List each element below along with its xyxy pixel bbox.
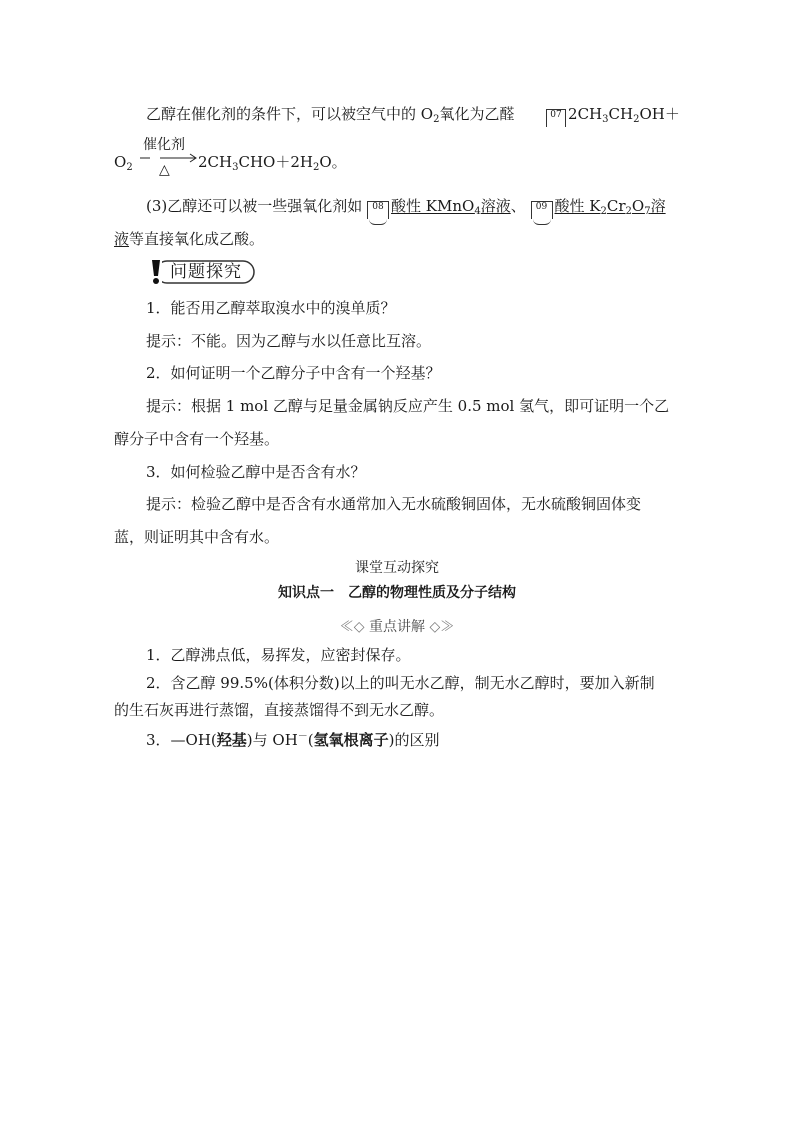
text: 氧化为乙醛 [439,105,515,123]
point-3 [146,727,440,750]
text: CH [608,105,634,123]
text: (3)乙醇还可以被一些强氧化剂如 [146,197,363,215]
text: 溶液 [480,197,511,215]
subscript: 2 [126,162,133,173]
reagent-kmno4 [391,197,511,215]
paragraph-oxidation-line1 [146,104,680,130]
point-1: 1．乙醇沸点低，易挥发，应密封保存。 [146,646,411,664]
text: ( [307,731,314,749]
paragraph-strong-oxidants-line1 [146,196,666,222]
text: 酸性 KMnO [391,197,475,215]
subscript: 2 [433,114,440,125]
text: CHO＋2H [238,153,313,171]
left-ornament-icon: ≪◇ [339,619,365,635]
heat-symbol: △ [159,162,170,178]
text: )与 OH [246,731,298,749]
text: 酸性 K [554,197,601,215]
answer-3-line1: 提示：检验乙醇中是否含有水通常加入无水硫酸铜固体，无水硫酸铜固体变 [146,495,642,513]
answer-blank-08 [367,201,389,219]
right-ornament-icon: ◇≫ [429,619,455,635]
answer-2-line1: 提示：根据 1 mol 乙醇与足量金属钠反应产生 0.5 mol 氢气，即可证明一个乙 [146,397,670,415]
text: 3．—OH( [146,731,217,749]
paragraph-strong-oxidants-line2 [114,229,264,249]
text: O。 [319,153,347,171]
text: OH＋ [639,105,680,123]
section-title: 问题探究 [170,262,242,282]
catalyst-label: 催化剂 [143,137,185,153]
subscript: 4 [474,206,481,217]
blank-number: 07 [550,110,562,120]
question-3: 3．如何检验乙醇中是否含有水？ [146,463,366,481]
blank-number: 08 [372,202,384,212]
knowledge-point-title: 知识点一 乙醇的物理性质及分子结构 [278,585,516,601]
class-section-title: 课堂互动探究 [355,560,439,576]
subscript: 2 [625,206,632,217]
product-text [198,152,347,178]
answer-1: 提示：不能。因为乙醇与水以任意比互溶。 [146,332,432,350]
point-2-line2: 的生石灰再进行蒸馏，直接蒸馏得不到无水乙醇。 [114,701,445,719]
text: 乙醇在催化剂的条件下，可以被空气中的 O [146,105,434,123]
answer-blank-09 [531,201,553,219]
answer-2-line2: 醇分子中含有一个羟基。 [114,430,280,448]
text: 溶 [650,197,666,215]
text: 等直接氧化成乙酸。 [129,230,265,248]
text: )的区别 [388,731,440,749]
superscript: － [297,731,308,742]
text: 氢氧根离子 [313,731,389,749]
equation-line [114,152,133,178]
text: 液 [114,230,130,248]
subscript: 3 [602,114,609,125]
answer-3-line2: 蓝，则证明其中含有水。 [114,528,280,546]
text: O [631,197,645,215]
banner-label: 重点讲解 [369,619,425,635]
subscript: 2 [600,206,607,217]
text: Cr [606,197,626,215]
key-points-banner [0,617,794,637]
point-2-line1: 2．含乙醇 99.5%(体积分数)以上的叫无水乙醇，制无水乙醇时，要加入新制 [146,674,655,692]
blank-number: 09 [535,202,548,212]
subscript: 2 [633,114,640,125]
subscript: 2 [312,162,320,173]
subscript: 3 [232,162,239,173]
text: O [114,153,127,171]
subscript: 7 [644,206,651,217]
question-2: 2．如何证明一个乙醇分子中含有一个羟基？ [146,364,441,382]
text: 2CH [198,153,233,171]
question-1: 1．能否用乙醇萃取溴水中的溴单质？ [146,299,396,317]
reagent-k2cr2o7 [555,197,666,215]
text: 2CH [568,105,603,123]
answer-blank-07 [546,109,566,127]
separator: 、 [510,197,526,215]
text: 羟基 [216,731,247,749]
